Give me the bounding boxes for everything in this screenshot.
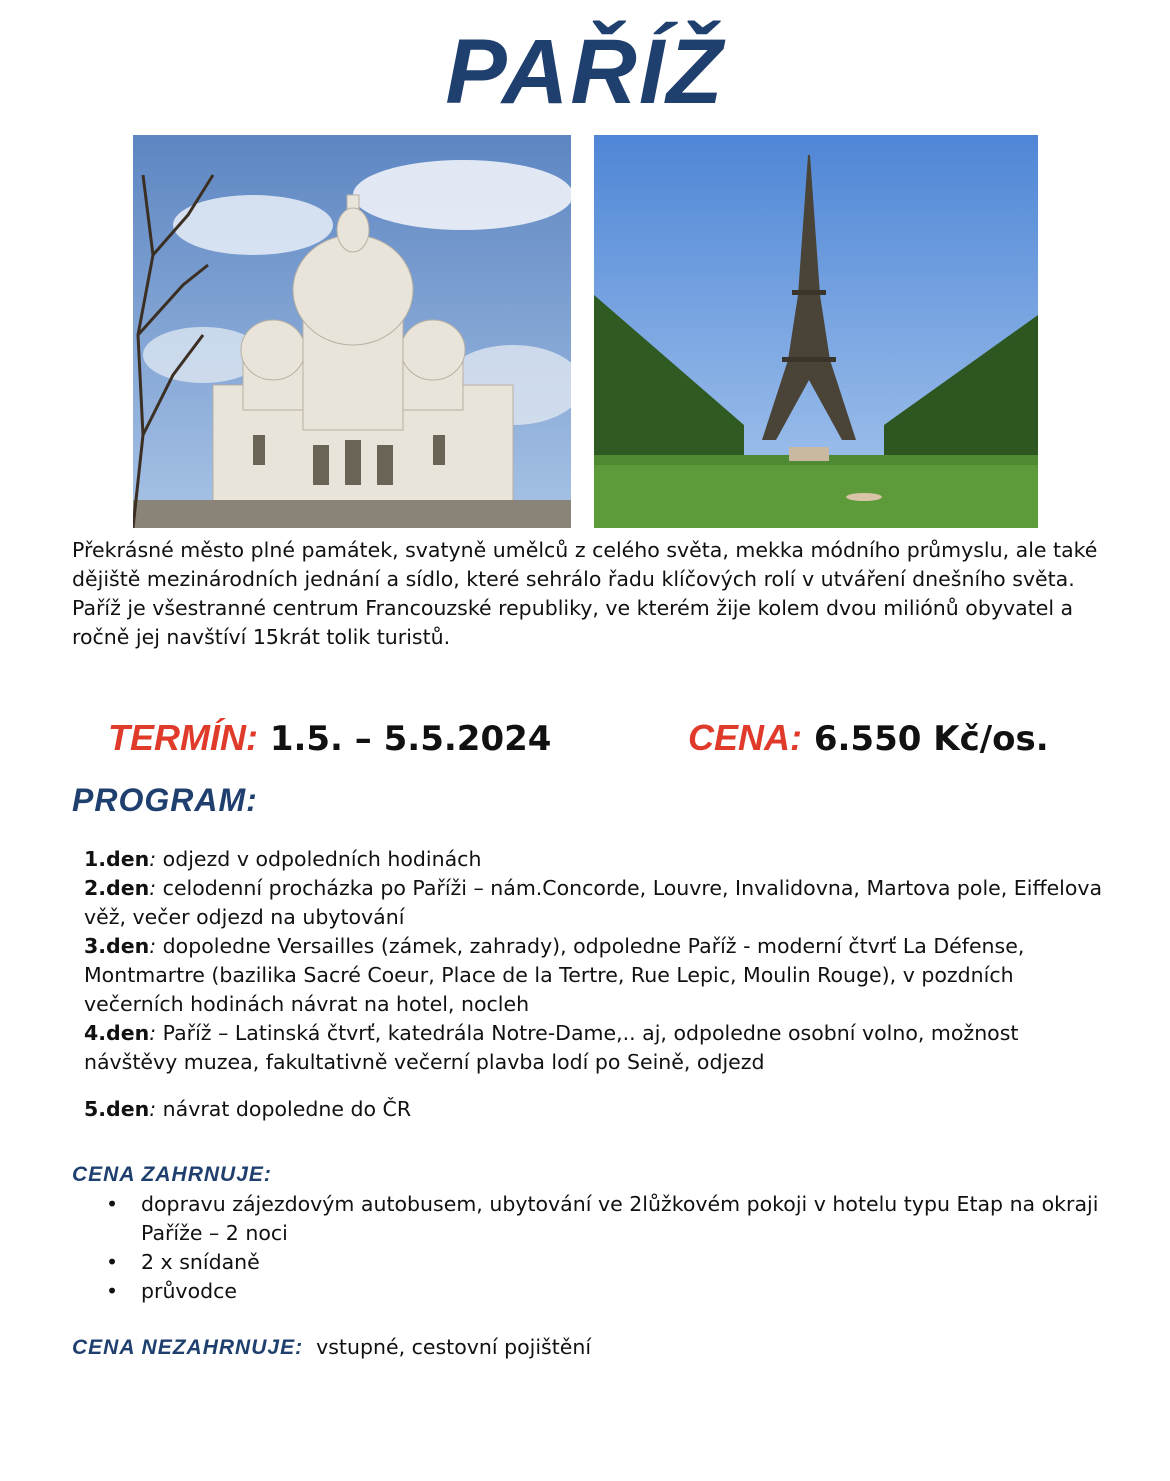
day-label: 1.den: [84, 847, 150, 871]
page-title: PAŘÍŽ: [445, 21, 725, 123]
day-text: Paříž – Latinská čtvrť, katedrála Notre-Dame,.. aj, odpoledne osobní volno, možnost návštěvy muzea, fakultativně večerní plavba lodí po Seině, odjezd: [84, 1021, 1019, 1074]
program-days: [84, 845, 1114, 1077]
sacre-coeur-photo: [133, 135, 571, 528]
cena-line: [688, 715, 1049, 762]
includes-list: [104, 1190, 1104, 1306]
day-text: návrat dopoledne do ČR: [156, 1097, 412, 1121]
day-item: [84, 845, 1114, 874]
day-item: [84, 874, 1114, 932]
day-separator: :: [149, 847, 157, 871]
day-label: 4.den: [84, 1021, 150, 1045]
day-separator: :: [149, 876, 157, 900]
includes-heading: CENA ZAHRNUJE:: [72, 1163, 272, 1186]
day-label: 2.den: [84, 876, 150, 900]
day-item: [84, 932, 1114, 1019]
cena-value: 6.550 Kč/os.: [813, 719, 1049, 759]
termin-value: 1.5. – 5.5.2024: [269, 719, 552, 759]
excludes-heading: CENA NEZAHRNUJE:: [72, 1336, 304, 1359]
list-item: [104, 1190, 1104, 1248]
intro-text: Překrásné město plné památek, svatyně umělců z celého světa, mekka módního průmyslu, ale také dějiště mezinárodních jednání a sídlo, které sehrálo řadu klíčových rolí v utváření dnešního světa. Paříž je všestranné centrum Francouzské republiky, ve kterém žije kolem dvou miliónů obyvatel a ročně jej navštíví 15krát tolik turistů.: [72, 538, 1098, 649]
excludes-text: vstupné, cestovní pojištění: [316, 1335, 592, 1359]
day-item: [84, 1019, 1114, 1077]
termin-label: TERMÍN:: [108, 717, 258, 758]
eiffel-tower-photo: [594, 135, 1038, 528]
list-item: [104, 1277, 1104, 1306]
day-separator: :: [149, 1021, 157, 1045]
list-item: [104, 1248, 1104, 1277]
list-item-text: dopravu zájezdovým autobusem, ubytování ve 2lůžkovém pokoji v hotelu typu Etap na okraji Paříže – 2 noci: [141, 1192, 1099, 1245]
excludes-line: [72, 1335, 591, 1360]
day-label: 3.den: [84, 934, 150, 958]
day-text: dopoledne Versailles (zámek, zahrady), odpoledne Paříž - moderní čtvrť La Défense, Montmartre (bazilika Sacré Coeur, Place de la Tertre, Rue Lepic, Moulin Rouge), v pozdních večerních hodinách návrat na hotel, nocleh: [84, 934, 1025, 1016]
day-separator: :: [149, 1097, 157, 1121]
day-label: 5.den: [84, 1097, 150, 1121]
day-text: celodenní procházka po Paříži – nám.Concorde, Louvre, Invalidovna, Martova pole, Eiffelova věž, večer odjezd na ubytování: [84, 876, 1103, 929]
cena-label: CENA:: [688, 717, 802, 758]
bullet-icon: •: [106, 1192, 119, 1216]
day-item: [84, 1095, 411, 1124]
program-heading: PROGRAM:: [72, 782, 258, 818]
list-item-text: 2 x snídaně: [141, 1250, 260, 1274]
day-text: odjezd v odpoledních hodinách: [156, 847, 482, 871]
day-separator: :: [149, 934, 157, 958]
bullet-icon: •: [106, 1279, 119, 1303]
termin-line: [108, 715, 551, 762]
list-item-text: průvodce: [141, 1279, 238, 1303]
bullet-icon: •: [106, 1250, 119, 1274]
